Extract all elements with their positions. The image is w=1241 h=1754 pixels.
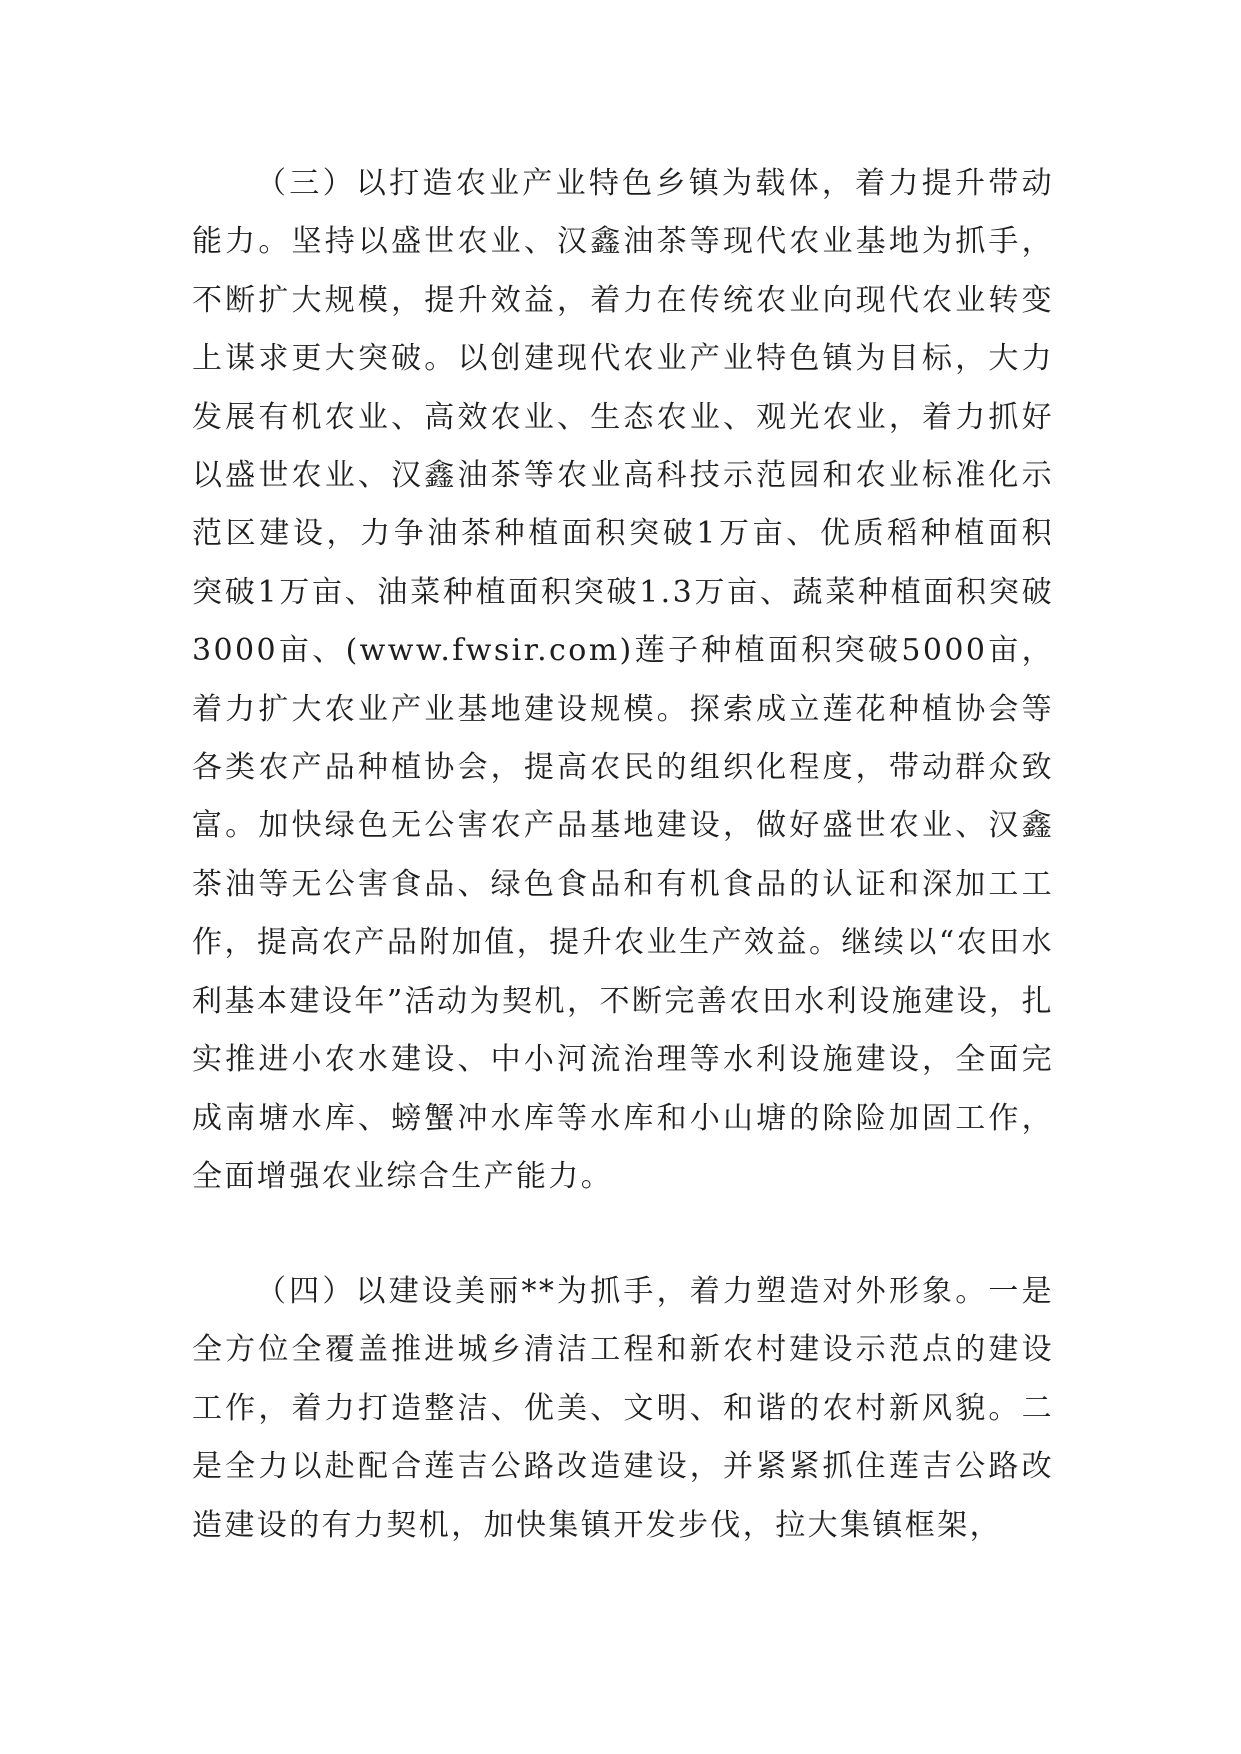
paragraph-section-four: （四）以建设美丽**为抓手，着力塑造对外形象。一是全方位全覆盖推进城乡清洁工程和新农村建设示范点的建设工作，着力打造整洁、优美、文明、和谐的农村新风貌。二是全力以赴配合莲吉公路改造建设，并紧紧抓住莲吉公路改造建设的有力契机，加快集镇开发步伐，拉大集镇框架， <box>192 1274 1054 1543</box>
paragraph-section-three: （三）以打造农业产业特色乡镇为载体，着力提升带动能力。坚持以盛世农业、汉鑫油茶等现代农业基地为抓手，不断扩大规模，提升效益，着力在传统农业向现代农业转变上谋求更大突破。以创建现代农业产业特色镇为目标，大力发展有机农业、高效农业、生态农业、观光农业，着力抓好以盛世农业、汉鑫油茶等农业高科技示范园和农业标准化示范区建设，力争油茶种植面积突破1万亩、优质稻种植面积突破1万亩、油菜种植面积突破1.3万亩、蔬菜种植面积突破3000亩、(www.fwsir.com)莲子种植面积突破5000亩，着力扩大农业产业基地建设规模。探索成立莲花种植协会等各类农产品种植协会，提高农民的组织化程度，带动群众致富。加快绿色无公害农产品基地建设，做好盛世农业、汉鑫茶油等无公害食品、绿色食品和有机食品的认证和深加工工作，提高农产品附加值，提升农业生产效益。继续以“农田水利基本建设年”活动为契机，不断完善农田水利设施建设，扎实推进小农水建设、中小河流治理等水利设施建设，全面完成南塘水库、螃蟹冲水库等水库和小山塘的除险加固工作，全面增强农业综合生产能力。 <box>192 166 1054 1194</box>
